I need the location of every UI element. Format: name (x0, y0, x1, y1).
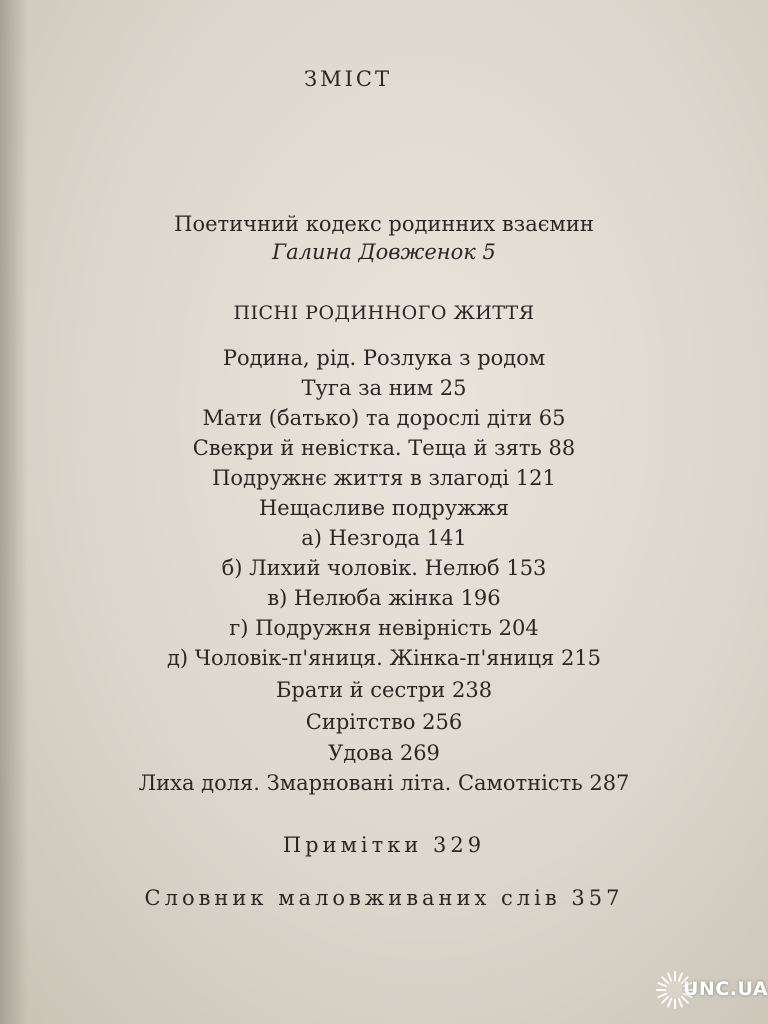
toc-glossary: Словник маловживаних слів 357 (144, 886, 624, 910)
toc-entry: Подружнє життя в злагоді 121 (212, 466, 556, 490)
toc-entry: д) Чоловік-п'яниця. Жінка-п'яниця 215 (166, 646, 602, 670)
toc-entry: Нещасливе подружжя (258, 496, 510, 520)
watermark (655, 968, 768, 1014)
toc-entry: б) Лихий чоловік. Нелюб 153 (221, 556, 547, 580)
toc-entry: а) Незгода 141 (301, 526, 467, 550)
toc-notes: Примітки 329 (282, 833, 486, 857)
intro-author-line: Галина Довженок 5 (272, 240, 496, 264)
toc-entry: в) Нелюба жінка 196 (267, 586, 501, 610)
toc-entry: Удова 269 (328, 741, 440, 765)
toc-entry: Лиха доля. Змарновані літа. Самотність 287 (138, 771, 630, 795)
page-title: ЗМІСТ (304, 67, 392, 91)
toc-entry: Мати (батько) та дорослі діти 65 (202, 406, 566, 430)
toc-entry: Свекри й невістка. Теща й зять 88 (192, 436, 576, 460)
toc-entry: Сирітство 256 (305, 710, 463, 734)
section-heading: ПІСНІ РОДИННОГО ЖИТТЯ (233, 302, 535, 324)
watermark-text: UNC.UA (683, 978, 768, 1000)
toc-entry: Родина, рід. Розлука з родом (222, 346, 546, 370)
toc-entry: г) Подружня невірність 204 (229, 616, 539, 640)
toc-entry: Туга за ним 25 (301, 376, 467, 400)
intro-article-title: Поетичний кодекс родинних взаємин (174, 212, 594, 236)
toc-entry: Брати й сестри 238 (275, 678, 493, 702)
